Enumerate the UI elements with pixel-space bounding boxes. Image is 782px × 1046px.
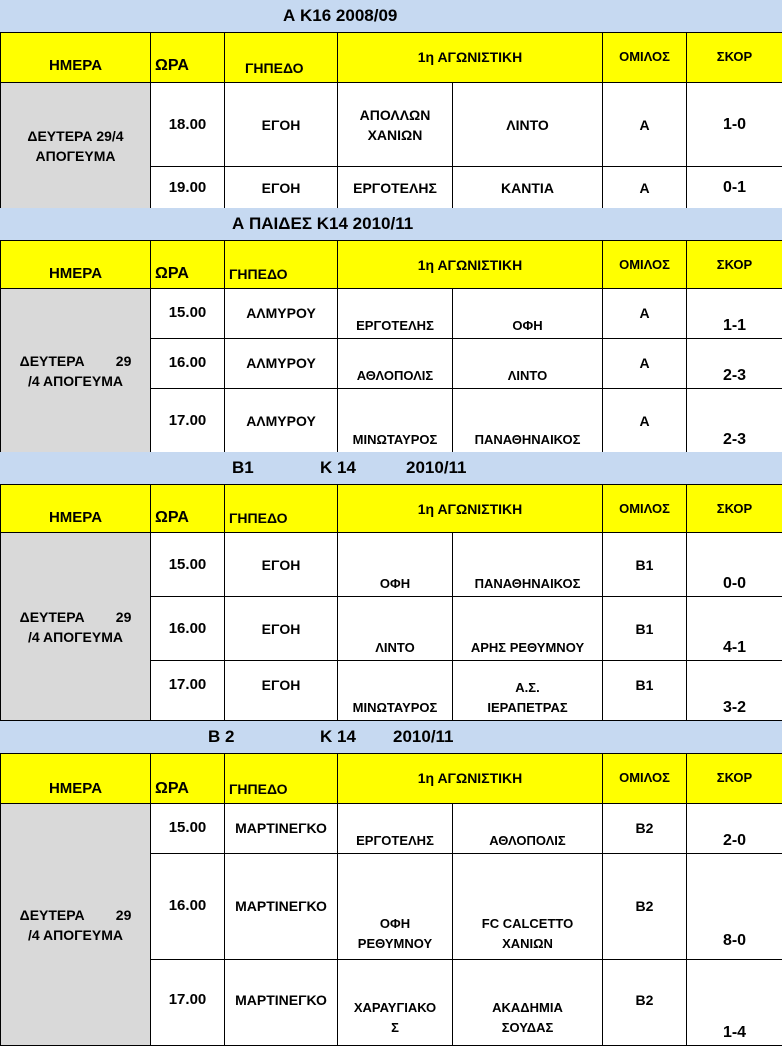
time-cell: 16.00	[151, 854, 225, 960]
section-title-text: Α ΠΑΙΔΕΣ Κ14 2010/11	[232, 214, 413, 234]
group-cell: Β1	[603, 597, 687, 661]
venue-cell: ΜΑΡΤΙΝΕΓΚΟ	[225, 960, 338, 1046]
group-cell: Β2	[603, 960, 687, 1046]
header-group: ΟΜΙΛΟΣ	[603, 754, 687, 804]
away-team-cell: ΚΑΝΤΙΑ	[453, 167, 603, 209]
section-title	[0, 0, 782, 32]
group-cell: Α	[603, 339, 687, 389]
header-row	[1, 33, 782, 83]
home-team-cell: ΕΡΓΟΤΕΛΗΣ	[338, 167, 453, 209]
venue-cell: ΕΓΟΗ	[225, 167, 338, 209]
score-cell: 1-0	[687, 83, 782, 167]
time-cell: 15.00	[151, 289, 225, 339]
header-row	[1, 754, 782, 804]
away-team-cell: ΑΚΑΔΗΜΙΑ ΣΟΥΔΑΣ	[453, 960, 603, 1046]
header-time: ΩΡΑ	[151, 241, 225, 289]
time-cell: 16.00	[151, 597, 225, 661]
away-team-cell: ΛΙΝΤΟ	[453, 83, 603, 167]
away-team-cell: ΠΑΝΑΘΗΝΑΙΚΟΣ	[453, 533, 603, 597]
header-day: ΗΜΕΡΑ	[1, 241, 151, 289]
home-team-cell: ΛΙΝΤΟ	[338, 597, 453, 661]
home-team-cell: ΧΑΡΑΥΓΙΑΚΟ Σ	[338, 960, 453, 1046]
header-time: ΩΡΑ	[151, 33, 225, 83]
header-time: ΩΡΑ	[151, 754, 225, 804]
away-team-cell: Α.Σ. ΙΕΡΑΠΕΤΡΑΣ	[453, 661, 603, 721]
group-cell: Α	[603, 83, 687, 167]
away-team-cell: ΑΡΗΣ ΡΕΘΥΜΝΟΥ	[453, 597, 603, 661]
header-day: ΗΜΕΡΑ	[1, 754, 151, 804]
schedule-table	[0, 753, 782, 1046]
group-cell: Α	[603, 167, 687, 209]
score-cell: 4-1	[687, 597, 782, 661]
section-title-part: Β1	[232, 458, 254, 478]
header-round: 1η ΑΓΩΝΙΣΤΙΚΗ	[338, 33, 603, 83]
score-cell: 2-3	[687, 339, 782, 389]
section-title-text: Α Κ16 2008/09	[283, 6, 397, 26]
section-title-part: 2010/11	[393, 727, 454, 747]
header-group: ΟΜΙΛΟΣ	[603, 485, 687, 533]
score-cell: 2-3	[687, 389, 782, 453]
score-cell: 8-0	[687, 854, 782, 960]
header-group: ΟΜΙΛΟΣ	[603, 33, 687, 83]
header-group: ΟΜΙΛΟΣ	[603, 241, 687, 289]
time-cell: 19.00	[151, 167, 225, 209]
score-cell: 1-1	[687, 289, 782, 339]
day-cell: ΔΕΥΤΕΡΑ 29 /4 ΑΠΟΓΕΥΜΑ	[1, 533, 151, 721]
score-cell: 0-0	[687, 533, 782, 597]
header-day: ΗΜΕΡΑ	[1, 33, 151, 83]
venue-cell: ΕΓΟΗ	[225, 597, 338, 661]
time-cell: 17.00	[151, 960, 225, 1046]
group-cell: Β2	[603, 804, 687, 854]
header-round: 1η ΑΓΩΝΙΣΤΙΚΗ	[338, 241, 603, 289]
score-cell: 0-1	[687, 167, 782, 209]
time-cell: 15.00	[151, 533, 225, 597]
header-time: ΩΡΑ	[151, 485, 225, 533]
schedule-table	[0, 484, 782, 721]
header-venue: ΓΗΠΕΔΟ	[225, 754, 338, 804]
venue-cell: ΕΓΟΗ	[225, 533, 338, 597]
group-cell: Β1	[603, 533, 687, 597]
section-title	[0, 721, 782, 753]
home-team-cell: ΟΦΗ ΡΕΘΥΜΝΟΥ	[338, 854, 453, 960]
venue-cell: ΑΛΜΥΡΟΥ	[225, 339, 338, 389]
venue-cell: ΑΛΜΥΡΟΥ	[225, 389, 338, 453]
header-venue: ΓΗΠΕΔΟ	[225, 33, 338, 83]
time-cell: 17.00	[151, 389, 225, 453]
venue-cell: ΕΓΟΗ	[225, 661, 338, 721]
home-team-cell: ΜΙΝΩΤΑΥΡΟΣ	[338, 389, 453, 453]
header-venue: ΓΗΠΕΔΟ	[225, 485, 338, 533]
header-venue: ΓΗΠΕΔΟ	[225, 241, 338, 289]
table-row	[1, 289, 782, 339]
venue-cell: ΑΛΜΥΡΟΥ	[225, 289, 338, 339]
venue-cell: ΜΑΡΤΙΝΕΓΚΟ	[225, 804, 338, 854]
schedule-table	[0, 240, 782, 453]
header-score: ΣΚΟΡ	[687, 485, 782, 533]
time-cell: 17.00	[151, 661, 225, 721]
header-row	[1, 241, 782, 289]
section-title-part: Β 2	[208, 727, 234, 747]
table-row	[1, 533, 782, 597]
score-cell: 3-2	[687, 661, 782, 721]
away-team-cell: ΠΑΝΑΘΗΝΑΙΚΟΣ	[453, 389, 603, 453]
group-cell: Β1	[603, 661, 687, 721]
table-row	[1, 83, 782, 167]
score-cell: 1-4	[687, 960, 782, 1046]
home-team-cell: ΑΘΛΟΠΟΛΙΣ	[338, 339, 453, 389]
day-cell: ΔΕΥΤΕΡΑ 29/4 ΑΠΟΓΕΥΜΑ	[1, 83, 151, 209]
day-cell: ΔΕΥΤΕΡΑ 29 /4 ΑΠΟΓΕΥΜΑ	[1, 289, 151, 453]
group-cell: Α	[603, 289, 687, 339]
home-team-cell: ΑΠΟΛΛΩΝ ΧΑΝΙΩΝ	[338, 83, 453, 167]
time-cell: 18.00	[151, 83, 225, 167]
time-cell: 16.00	[151, 339, 225, 389]
header-row	[1, 485, 782, 533]
away-team-cell: ΟΦΗ	[453, 289, 603, 339]
section-title-part: Κ 14	[320, 458, 356, 478]
day-cell: ΔΕΥΤΕΡΑ 29 /4 ΑΠΟΓΕΥΜΑ	[1, 804, 151, 1046]
home-team-cell: ΟΦΗ	[338, 533, 453, 597]
header-round: 1η ΑΓΩΝΙΣΤΙΚΗ	[338, 754, 603, 804]
group-cell: Β2	[603, 854, 687, 960]
section-title-part: Κ 14	[320, 727, 356, 747]
section-title-part: 2010/11	[406, 458, 467, 478]
home-team-cell: ΕΡΓΟΤΕΛΗΣ	[338, 289, 453, 339]
time-cell: 15.00	[151, 804, 225, 854]
header-score: ΣΚΟΡ	[687, 241, 782, 289]
header-round: 1η ΑΓΩΝΙΣΤΙΚΗ	[338, 485, 603, 533]
table-row	[1, 804, 782, 854]
away-team-cell: FC CALCETTO ΧΑΝΙΩΝ	[453, 854, 603, 960]
venue-cell: ΕΓΟΗ	[225, 83, 338, 167]
home-team-cell: ΜΙΝΩΤΑΥΡΟΣ	[338, 661, 453, 721]
section-title	[0, 452, 782, 484]
header-score: ΣΚΟΡ	[687, 754, 782, 804]
schedule-table	[0, 32, 782, 209]
header-score: ΣΚΟΡ	[687, 33, 782, 83]
section-title	[0, 208, 782, 240]
home-team-cell: ΕΡΓΟΤΕΛΗΣ	[338, 804, 453, 854]
away-team-cell: ΛΙΝΤΟ	[453, 339, 603, 389]
venue-cell: ΜΑΡΤΙΝΕΓΚΟ	[225, 854, 338, 960]
group-cell: Α	[603, 389, 687, 453]
away-team-cell: ΑΘΛΟΠΟΛΙΣ	[453, 804, 603, 854]
header-day: ΗΜΕΡΑ	[1, 485, 151, 533]
score-cell: 2-0	[687, 804, 782, 854]
